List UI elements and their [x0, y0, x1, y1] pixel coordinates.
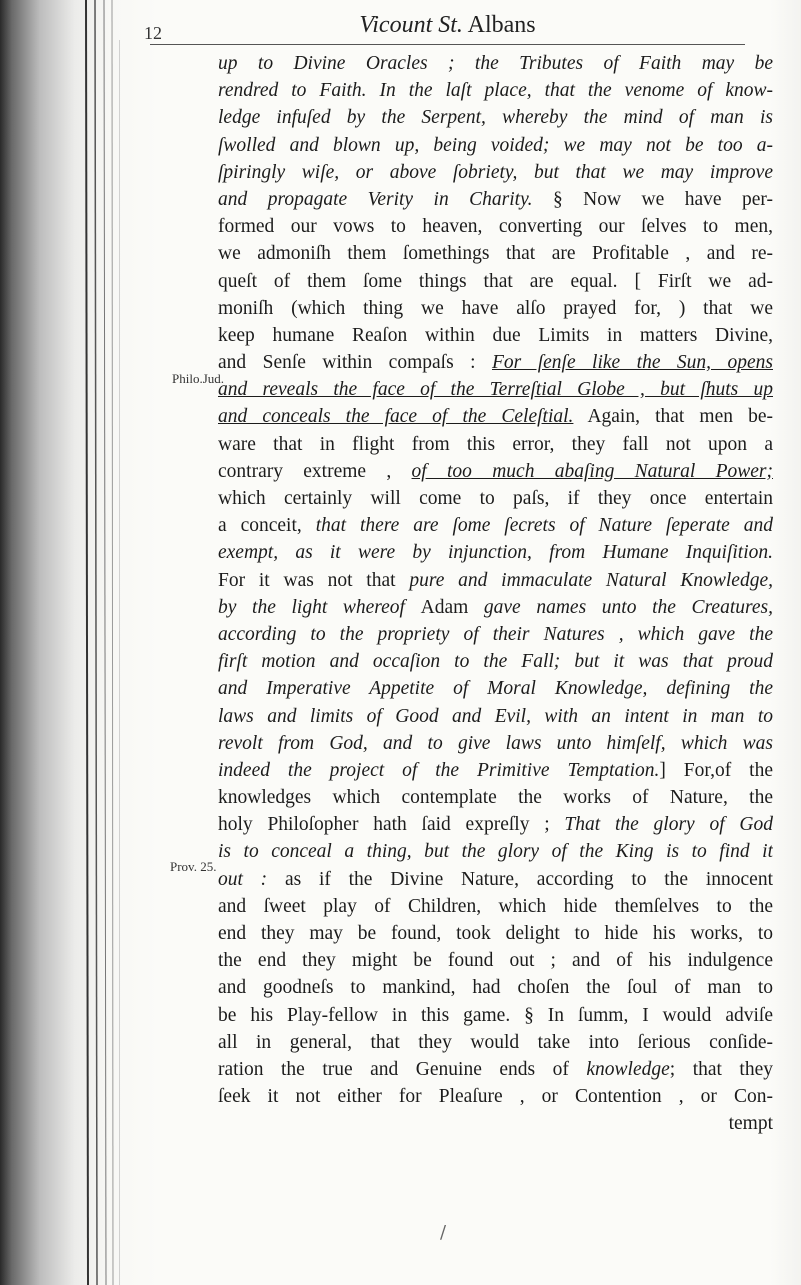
text-run: ware that in flight from this error, they fall not upon a: [218, 433, 773, 455]
text-line: [218, 703, 773, 730]
text-run: Adam: [420, 596, 484, 618]
text-run: queſt of them ſome things that are equal. [ Firſt we ad-: [218, 270, 773, 292]
text-run: according to the propriety of their Natures , which gave the: [218, 623, 773, 645]
text-run: that there are ſome ſecrets of Nature ſeperate and: [315, 515, 773, 537]
text-line: [218, 539, 773, 566]
text-run: of too much abaſing Natural Power;: [411, 460, 773, 482]
text-run: contrary extreme ,: [218, 460, 412, 482]
text-run: formed our vows to heaven, converting our ſelves to men,: [218, 216, 773, 238]
running-head-roman: Albans: [467, 12, 536, 38]
text-run: exempt, as it were by injunction, from Humane Inquiſition.: [218, 542, 773, 564]
page-header: [130, 10, 765, 44]
text-line: [218, 403, 773, 430]
text-line: [218, 947, 773, 974]
text-run: up to Divine Oracles ; the Tributes of Faith may be: [218, 53, 773, 74]
text-run: tempt: [728, 1113, 773, 1135]
text-line: [218, 104, 773, 131]
text-line: [218, 295, 773, 322]
text-run: and ſweet play of Children, which hide themſelves to the: [218, 895, 773, 917]
text-run: out :: [218, 868, 285, 890]
text-run: pure and immaculate Natural Knowledge,: [409, 569, 773, 591]
text-run: knowledge: [586, 1058, 670, 1080]
text-line: [218, 594, 773, 621]
text-run: rendred to Faith. In the laſt place, that the venome of know-: [218, 80, 773, 102]
text-run: ſeek it not either for Pleaſure , or Contention , or Con-: [218, 1086, 773, 1108]
text-line: [218, 1110, 773, 1137]
text-run: and Imperative Appetite of Moral Knowledge, defining the: [218, 678, 773, 700]
text-line: [218, 159, 773, 186]
text-run: as if the Divine Nature, according to the innocent: [284, 868, 773, 890]
text-run: ſwolled and blown up, being voided; we may not be too a-: [218, 134, 773, 156]
text-run: which certainly will come to paſs, if they once entertain: [218, 488, 773, 509]
text-line: [218, 757, 773, 784]
text-run: holy Philoſopher hath ſaid expreſly ;: [218, 814, 565, 836]
text-line: [218, 784, 773, 811]
text-line: [218, 974, 773, 1001]
text-run: ; that they: [669, 1058, 773, 1080]
text-line: [218, 132, 773, 159]
text-line: [218, 730, 773, 757]
text-run: That the glory of God: [564, 814, 773, 836]
text-line: [218, 838, 773, 865]
text-line: [218, 349, 773, 376]
running-head-italic: Vicount St.: [359, 12, 463, 38]
text-run: end they may be found, took delight to hide his works, to: [218, 923, 773, 944]
text-run: Again, that men be-: [573, 406, 773, 428]
text-run: revolt from God, and to give laws unto himſelf, which was: [218, 732, 773, 754]
page-number: 12: [144, 23, 162, 43]
text-line: [218, 458, 773, 485]
text-line: [218, 1002, 773, 1029]
text-run: ſpiringly wiſe, or above ſobriety, but that we may improve: [218, 161, 773, 183]
text-line: [218, 213, 773, 240]
text-run: a conceit,: [218, 515, 316, 537]
text-line: [218, 920, 773, 947]
text-run: For ſenſe like the Sun, opens: [492, 352, 773, 374]
text-run: gave names unto the Creatures,: [483, 596, 773, 618]
text-run: by the light whereof: [218, 596, 421, 618]
text-line: [218, 1029, 773, 1056]
running-head: [130, 12, 765, 39]
text-run: and Senſe within compaſs :: [218, 352, 492, 374]
text-run: and conceals the face of the Celeſtial.: [218, 406, 574, 428]
text-line: [218, 322, 773, 349]
ink-mark: /: [440, 1222, 447, 1243]
text-run: For it was not that: [218, 569, 410, 591]
text-line: [218, 675, 773, 702]
text-run: is to conceal a thing, but the glory of the King is to find it: [218, 841, 773, 863]
text-run: ration the true and Genuine ends of: [218, 1058, 587, 1080]
text-run: be his Play-fellow in this game. § In ſumm, I would adviſe: [218, 1004, 773, 1026]
text-line: [218, 485, 773, 512]
text-run: moniſh (which thing we have alſo prayed for, ) that we: [218, 297, 773, 319]
text-line: [218, 50, 773, 77]
binding-shadow: [0, 0, 120, 1285]
margin-note-prov: Prov. 25.: [170, 859, 217, 874]
header-rule: [150, 44, 745, 45]
text-run: knowledges which contemplate the works of Nature, the: [218, 787, 773, 809]
text-run: and propagate Verity in Charity.: [218, 188, 533, 210]
text-line: [218, 77, 773, 104]
text-line: [218, 1083, 773, 1110]
text-run: firſt motion and occaſion to the Fall; but it was that proud: [218, 651, 773, 673]
text-line: [218, 512, 773, 539]
text-line: [218, 186, 773, 213]
body-text: [218, 50, 773, 1138]
text-line: [218, 1056, 773, 1083]
text-line: [218, 431, 773, 458]
text-line: [218, 567, 773, 594]
text-run: indeed the project of the Primitive Temptation.: [218, 759, 660, 781]
margin-note-philo: Philo.Jud.: [172, 371, 225, 386]
text-line: [218, 866, 773, 893]
text-run: laws and limits of Good and Evil, with an intent in man to: [218, 705, 773, 727]
text-run: the end they might be found out ; and of his indulgence: [218, 950, 773, 972]
text-run: and reveals the face of the Terreſtial Globe , but ſhuts up: [218, 379, 773, 401]
text-line: [218, 240, 773, 267]
text-line: [218, 648, 773, 675]
text-line: [218, 376, 773, 403]
text-line: [218, 268, 773, 295]
text-line: [218, 621, 773, 648]
text-run: keep humane Reaſon within due Limits in matters Divine,: [218, 324, 773, 346]
text-run: ] For,of the: [659, 759, 773, 781]
text-run: we admoniſh them ſomethings that are Profitable , and re-: [218, 243, 773, 265]
text-run: and goodneſs to mankind, had choſen the ſoul of man to: [218, 977, 773, 999]
text-run: ledge infuſed by the Serpent, whereby the mind of man is: [218, 107, 773, 129]
text-run: § Now we have per-: [532, 188, 773, 210]
text-line: [218, 811, 773, 838]
text-run: all in general, that they would take into ſerious conſide-: [218, 1031, 773, 1053]
text-line: [218, 893, 773, 920]
